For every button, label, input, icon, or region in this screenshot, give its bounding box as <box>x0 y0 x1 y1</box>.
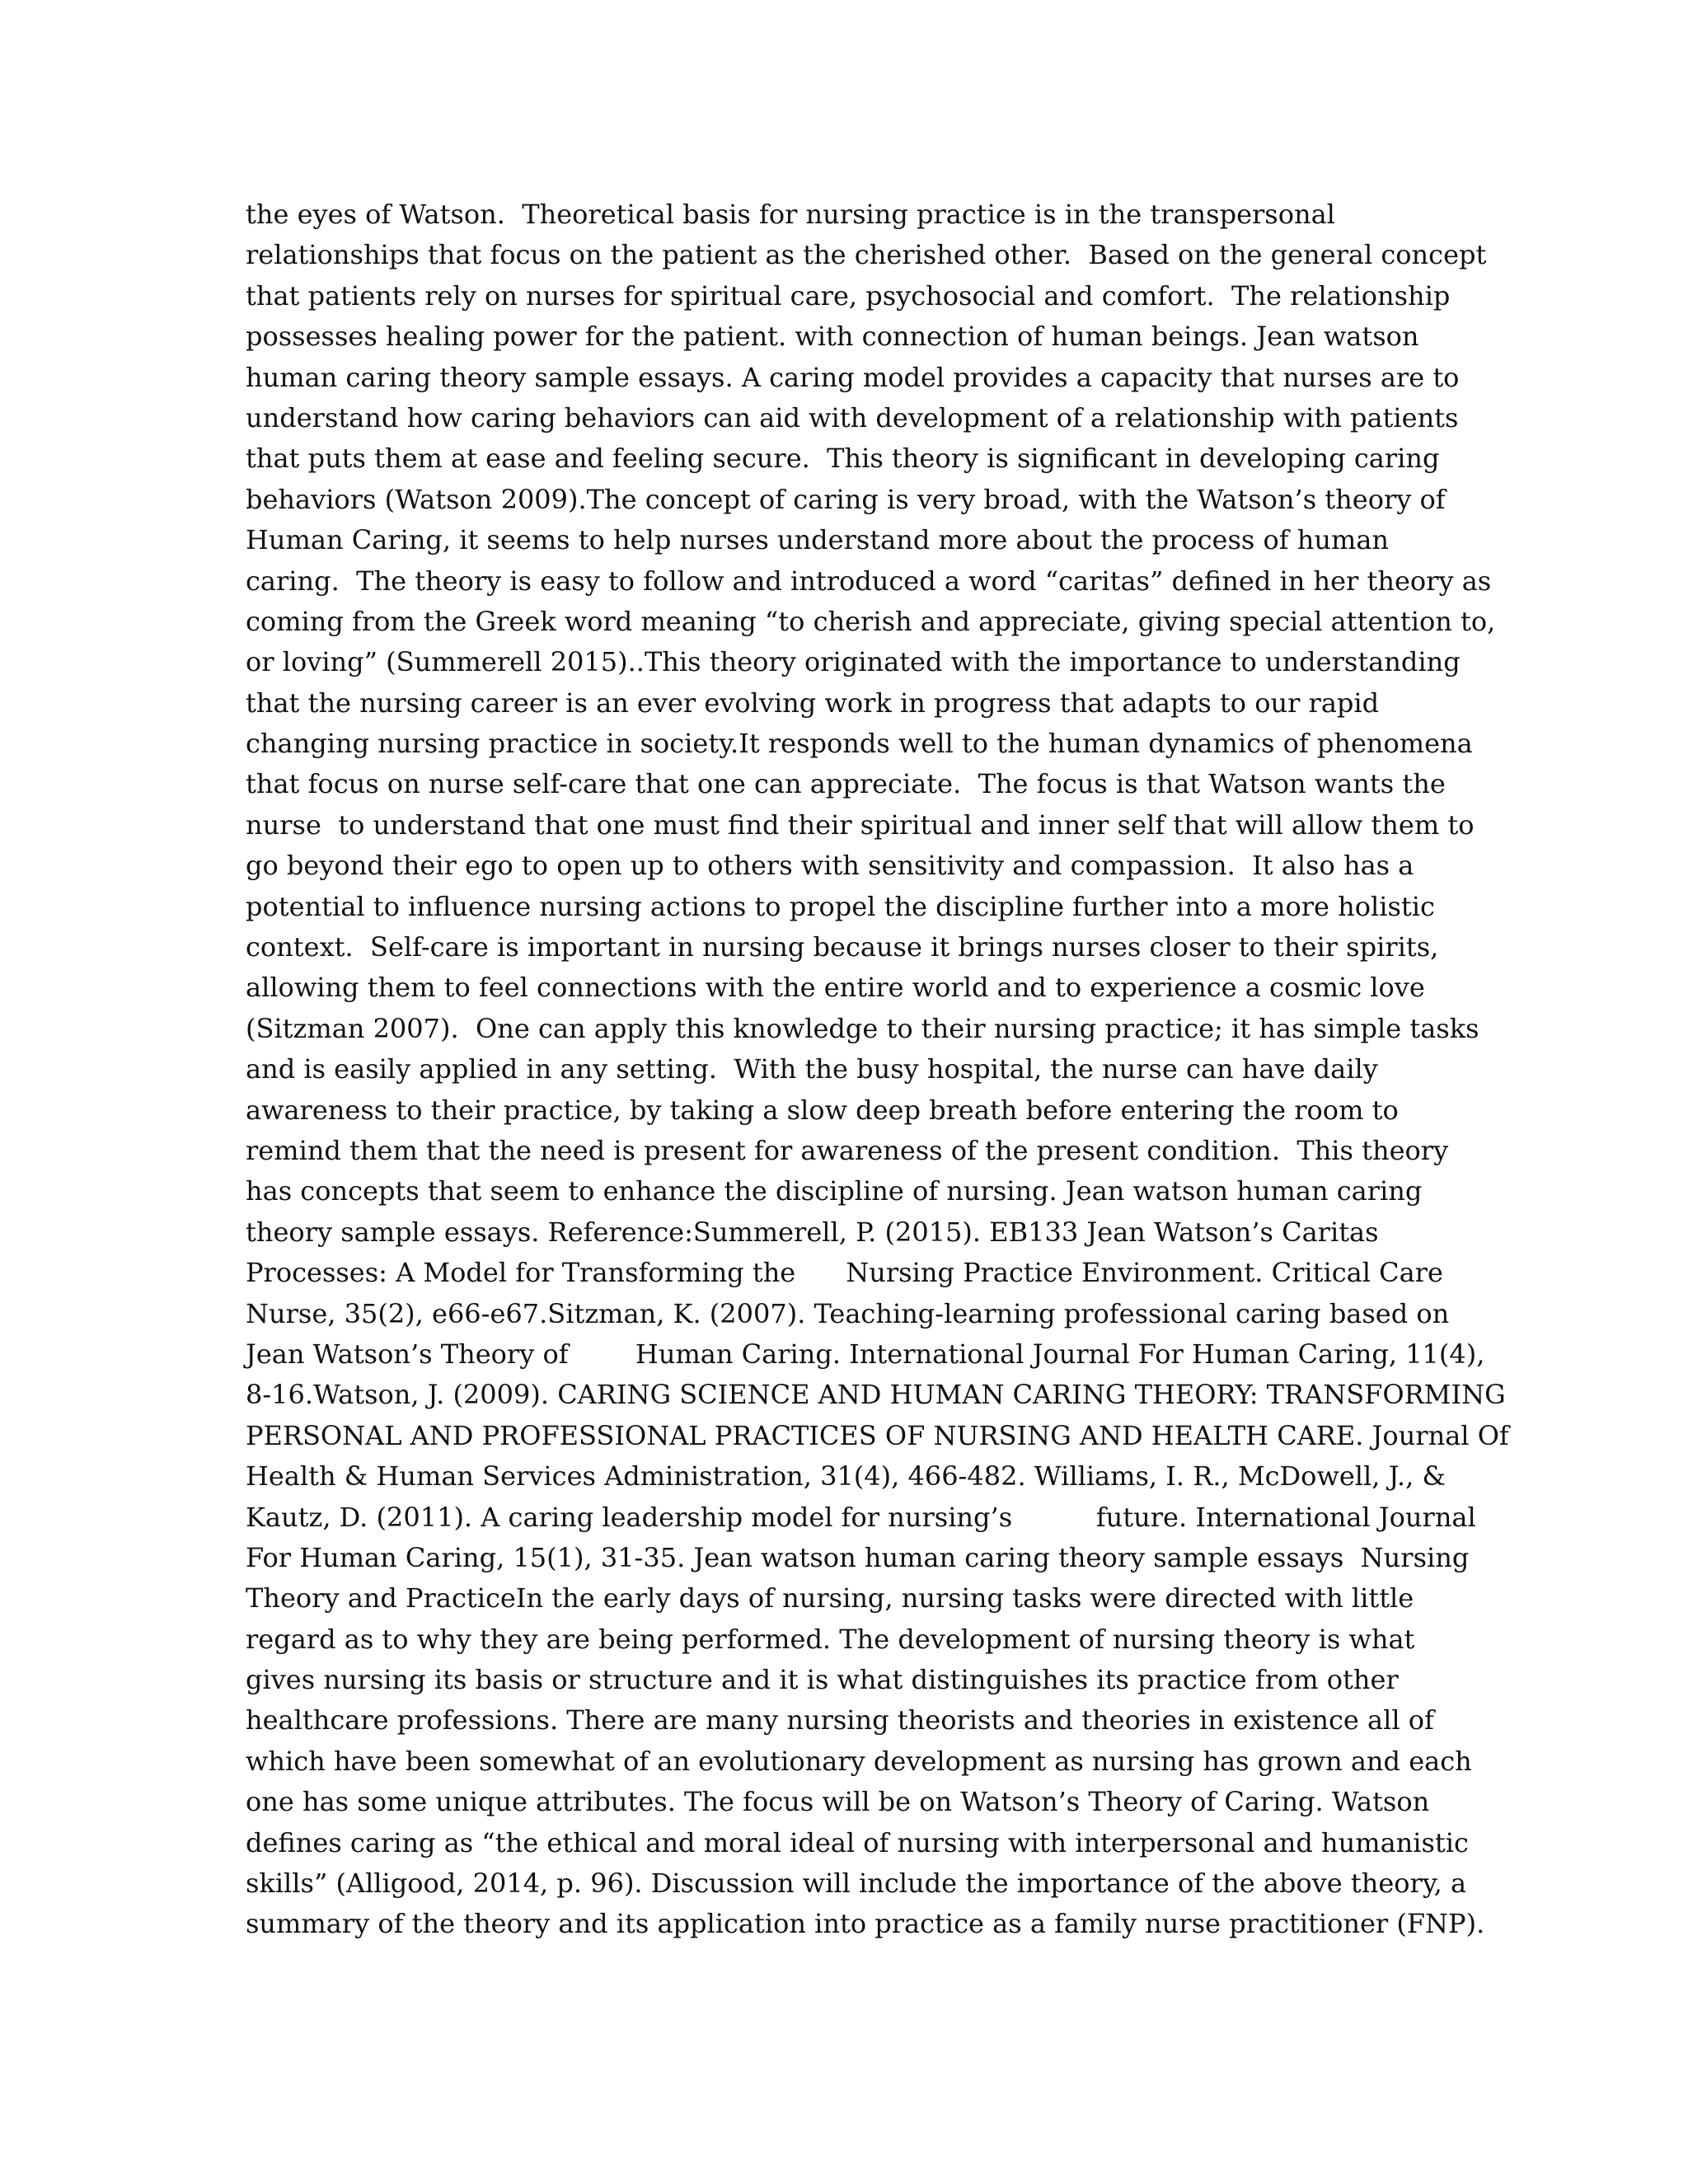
text-line: 8-16.Watson, J. (2009). CARING SCIENCE AND HUMAN CARING THEORY: TRANSFORMING <box>246 1379 1506 1411</box>
text-line: Health & Human Services Administration, 31(4), 466-482. Williams, I. R., McDowell, J., & <box>246 1460 1446 1493</box>
text-line: gives nursing its basis or structure and it is what distinguishes its practice from other <box>246 1664 1399 1696</box>
text-line: remind them that the need is present for awareness of the present condition. This theory <box>246 1134 1449 1166</box>
text-line: skills” (Alligood, 2014, p. 96). Discussion will include the importance of the above theory, a <box>246 1868 1467 1900</box>
text-line: that patients rely on nurses for spiritual care, psychosocial and comfort. The relationship <box>246 279 1451 312</box>
text-line: one has some unique attributes. The focus will be on Watson’s Theory of Caring. Watson <box>246 1786 1430 1818</box>
text-line: and is easily applied in any setting. With the busy hospital, the nurse can have daily <box>246 1053 1378 1085</box>
text-line: human caring theory sample essays. A caring model provides a capacity that nurses are to <box>246 361 1460 393</box>
text-line: that focus on nurse self-care that one can appreciate. The focus is that Watson wants the <box>246 768 1446 800</box>
text-line: Jean Watson’s Theory of Human Caring. International Journal For Human Caring, 11(4), <box>246 1338 1485 1370</box>
text-line: awareness to their practice, by taking a slow deep breath before entering the room to <box>246 1094 1399 1126</box>
text-line: that puts them at ease and feeling secure. This theory is significant in developing caring <box>246 443 1440 475</box>
text-line: Processes: A Model for Transforming the Nursing Practice Environment. Critical Care <box>246 1257 1443 1289</box>
text-line: that the nursing career is an ever evolving work in progress that adapts to our rapid <box>246 687 1380 719</box>
text-line: nurse to understand that one must find their spiritual and inner self that will allow them to <box>246 808 1475 841</box>
text-line: allowing them to feel connections with the entire world and to experience a cosmic love <box>246 972 1425 1004</box>
text-line: go beyond their ego to open up to others with sensitivity and compassion. It also has a <box>246 850 1414 882</box>
text-line: possesses healing power for the patient. with connection of human beings. Jean watson <box>246 321 1419 353</box>
text-line: context. Self-care is important in nursing because it brings nurses closer to their spirits, <box>246 931 1439 963</box>
essay-body-text <box>246 194 1509 1945</box>
text-line: caring. The theory is easy to follow and introduced a word “caritas” defined in her theory as <box>246 565 1492 597</box>
text-line: Theory and PracticeIn the early days of nursing, nursing tasks were directed with little <box>246 1582 1414 1615</box>
text-line: behaviors (Watson 2009).The concept of caring is very broad, with the Watson’s theory of <box>246 483 1446 515</box>
text-line: coming from the Greek word meaning “to cherish and appreciate, giving special attention to, <box>246 605 1496 637</box>
text-line: which have been somewhat of an evolutionary development as nursing has grown and each <box>246 1745 1472 1777</box>
text-line: potential to influence nursing actions to propel the discipline further into a more holistic <box>246 890 1435 922</box>
text-line: healthcare professions. There are many nursing theorists and theories in existence all of <box>246 1704 1434 1736</box>
text-line: understand how caring behaviors can aid with development of a relationship with patients <box>246 401 1459 434</box>
text-line: has concepts that seem to enhance the discipline of nursing. Jean watson human caring <box>246 1175 1423 1207</box>
text-line: regard as to why they are being performed. The development of nursing theory is what <box>246 1623 1415 1655</box>
text-line: relationships that focus on the patient as the cherished other. Based on the general concept <box>246 239 1487 271</box>
text-line: Nurse, 35(2), e66-e67.Sitzman, K. (2007). Teaching-learning professional caring based on <box>246 1297 1450 1329</box>
text-line: the eyes of Watson. Theoretical basis for nursing practice is in the transpersonal <box>246 199 1335 230</box>
text-line: summary of the theory and its application into practice as a family nurse practitioner (FNP). <box>246 1908 1485 1940</box>
text-line: defines caring as “the ethical and moral ideal of nursing with interpersonal and humanistic <box>246 1826 1469 1858</box>
text-line: (Sitzman 2007). One can apply this knowledge to their nursing practice; it has simple tasks <box>246 1012 1479 1044</box>
text-line: Human Caring, it seems to help nurses understand more about the process of human <box>246 524 1390 556</box>
text-line: Kautz, D. (2011). A caring leadership model for nursing’s future. International Journal <box>246 1501 1476 1533</box>
text-line: changing nursing practice in society.It responds well to the human dynamics of phenomena <box>246 728 1473 760</box>
text-line: PERSONAL AND PROFESSIONAL PRACTICES OF NURSING AND HEALTH CARE. Journal Of <box>246 1419 1509 1451</box>
text-line: For Human Caring, 15(1), 31-35. Jean watson human caring theory sample essays Nursing <box>246 1541 1470 1573</box>
text-line: theory sample essays. Reference:Summerell, P. (2015). EB133 Jean Watson’s Caritas <box>246 1216 1379 1248</box>
text-line: or loving” (Summerell 2015)..This theory originated with the importance to understanding <box>246 646 1461 678</box>
